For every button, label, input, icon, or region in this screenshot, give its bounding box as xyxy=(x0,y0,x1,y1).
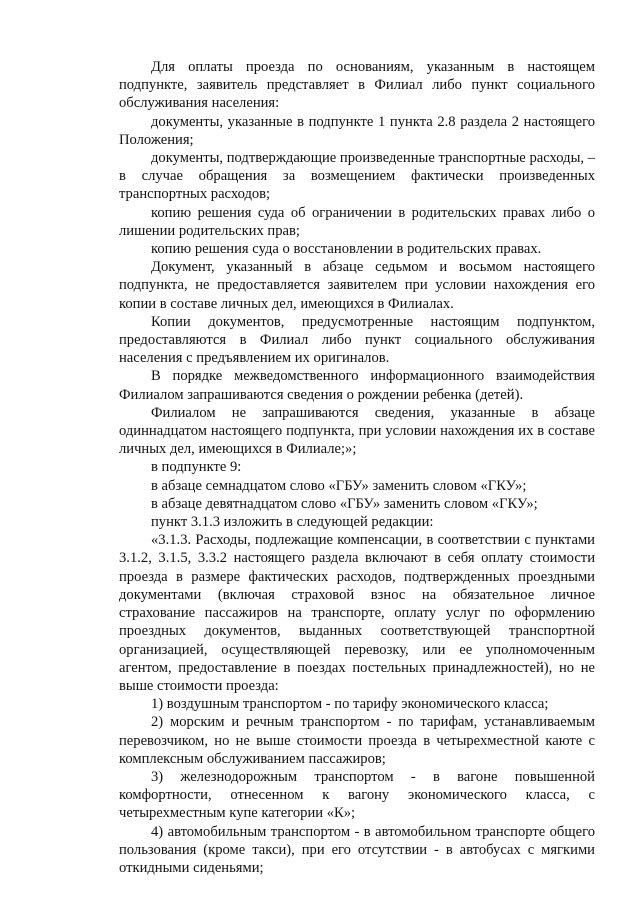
paragraph-nineteenth-replacement: в абзаце девятнадцатом слово «ГБУ» заменить словом «ГКУ»; xyxy=(151,495,538,512)
document-body xyxy=(119,58,595,877)
paragraph-court-restoration: копию решения суда о восстановлении в родительских правах. xyxy=(151,241,542,258)
paragraph-subpoint-9: в подпункте 9: xyxy=(151,459,242,476)
paragraph-seventeenth-replacement: в абзаце семнадцатом слово «ГБУ» заменить словом «ГКУ»; xyxy=(151,477,527,494)
list-item-air-transport: 1) воздушным транспортом - по тарифу экономического класса; xyxy=(151,696,549,713)
list-item-railway-transport: 3) железнодорожным транспортом - в вагоне повышенной комфортности, отнесенном к вагону экономического класса, с четырехместным купе категории «К»; xyxy=(119,768,595,822)
paragraph-payment-documents-intro: Для оплаты проезда по основаниям, указанным в настоящем подпункте, заявитель представляет в Филиал либо пункт социального обслуживания населения: xyxy=(119,59,595,112)
paragraph-new-wording: пункт 3.1.3 изложить в следующей редакции: xyxy=(151,514,434,531)
paragraph-document-not-required: Документ, указанный в абзаце седьмом и восьмом настоящего подпункта, не предоставляется заявителем при условии нахождения его копии в составе личных дел, имеющихся в Филиалах. xyxy=(119,259,595,312)
list-item-road-transport: 4) автомобильным транспортом - в автомобильном транспорте общего пользования (кроме такси), при его отсутствии - в автобусах с мягкими откидными сиденьями; xyxy=(119,823,595,876)
paragraph-documents-subpoint: документы, указанные в подпункте 1 пункта 2.8 раздела 2 настоящего Положения; xyxy=(119,113,595,148)
paragraph-expenses-definition: «3.1.3. Расходы, подлежащие компенсации, в соответствии с пунктами 3.1.2, 3.1.5, 3.3.2 настоящего раздела включают в себя оплату стоимости проезда в размере фактических расходов, подтвержденных проездными документами (включая страховой взнос на обязательное личное страхование пассажиров на транспорте, оплату услуг по оформлению проездных документов, выданных соответствующей транспортной организацией, осуществляющей перевозку, или ее уполномоченным агентом, предоставление в поездах постельных принадлежностей), но не выше стоимости проезда: xyxy=(119,532,595,694)
list-item-sea-river-transport: 2) морским и речным транспортом - по тарифам, устанавливаемым перевозчиком, но не выше стоимости проезда в четырехместной каюте с комплексным обслуживанием пассажиров; xyxy=(119,714,595,767)
paragraph-no-request-condition: Филиалом не запрашиваются сведения, указанные в абзаце одиннадцатом настоящего подпункта, при условии нахождения их в составе личных дел, имеющихся в Филиале;»; xyxy=(119,404,595,458)
paragraph-copies-with-originals: Копии документов, предусмотренные настоящим подпунктом, предоставляются в Филиал либо пункт социального обслуживания населения с предъявлением их оригиналов. xyxy=(119,313,595,367)
paragraph-court-restriction: копию решения суда об ограничении в родительских правах либо о лишении родительских прав; xyxy=(119,204,595,239)
paragraph-interagency-request: В порядке межведомственного информационного взаимодействия Филиалом запрашиваются сведения о рождении ребенка (детей). xyxy=(119,368,595,403)
paragraph-transport-expenses: документы, подтверждающие произведенные транспортные расходы, – в случае обращения за возмещением фактически произведенных транспортных расходов; xyxy=(119,150,595,203)
